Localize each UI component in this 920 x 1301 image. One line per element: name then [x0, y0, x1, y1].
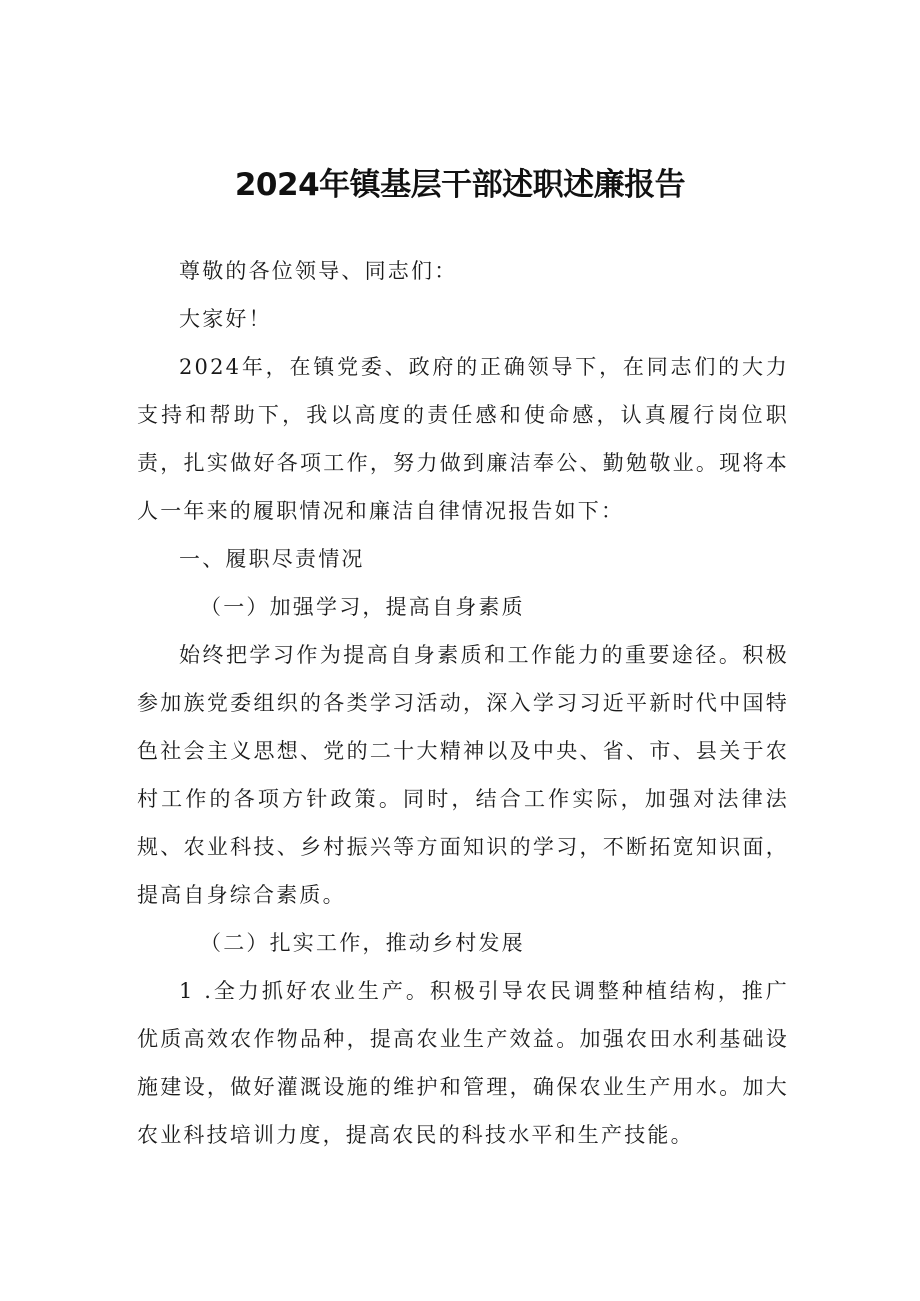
item-1-paragraph: 1 .全力抓好农业生产。积极引导农民调整种植结构，推广优质高效农作物品种，提高农业生产效益。加强农田水利基础设施建设，做好灌溉设施的维护和管理，确保农业生产用水。加大农业科技培训力度，提高农民的科技水平和生产技能。 — [137, 979, 789, 1147]
subsection-heading-1: （一）加强学习，提高自身素质 — [200, 595, 525, 619]
section-heading-1: 一、履职尽责情况 — [179, 547, 365, 571]
document-body — [137, 247, 789, 1159]
greeting: 大家好！ — [179, 307, 272, 331]
intro-paragraph: 2024年，在镇党委、政府的正确领导下，在同志们的大力支持和帮助下，我以高度的责任感和使命感，认真履行岗位职责，扎实做好各项工作，努力做到廉洁奉公、勤勉敬业。现将本人一年来的履职情况和廉洁自律情况报告如下： — [137, 355, 789, 523]
salutation: 尊敬的各位领导、同志们： — [179, 259, 458, 283]
subsection-1-paragraph: 始终把学习作为提高自身素质和工作能力的重要途径。积极参加族党委组织的各类学习活动，深入学习习近平新时代中国特色社会主义思想、党的二十大精神以及中央、省、市、县关于农村工作的各项方针政策。同时，结合工作实际，加强对法律法规、农业科技、乡村振兴等方面知识的学习，不断拓宽知识面，提高自身综合素质。 — [137, 643, 789, 907]
document-title: 2024年镇基层干部述职述廉报告 — [234, 167, 686, 203]
subsection-heading-2: （二）扎实工作，推动乡村发展 — [200, 931, 525, 955]
